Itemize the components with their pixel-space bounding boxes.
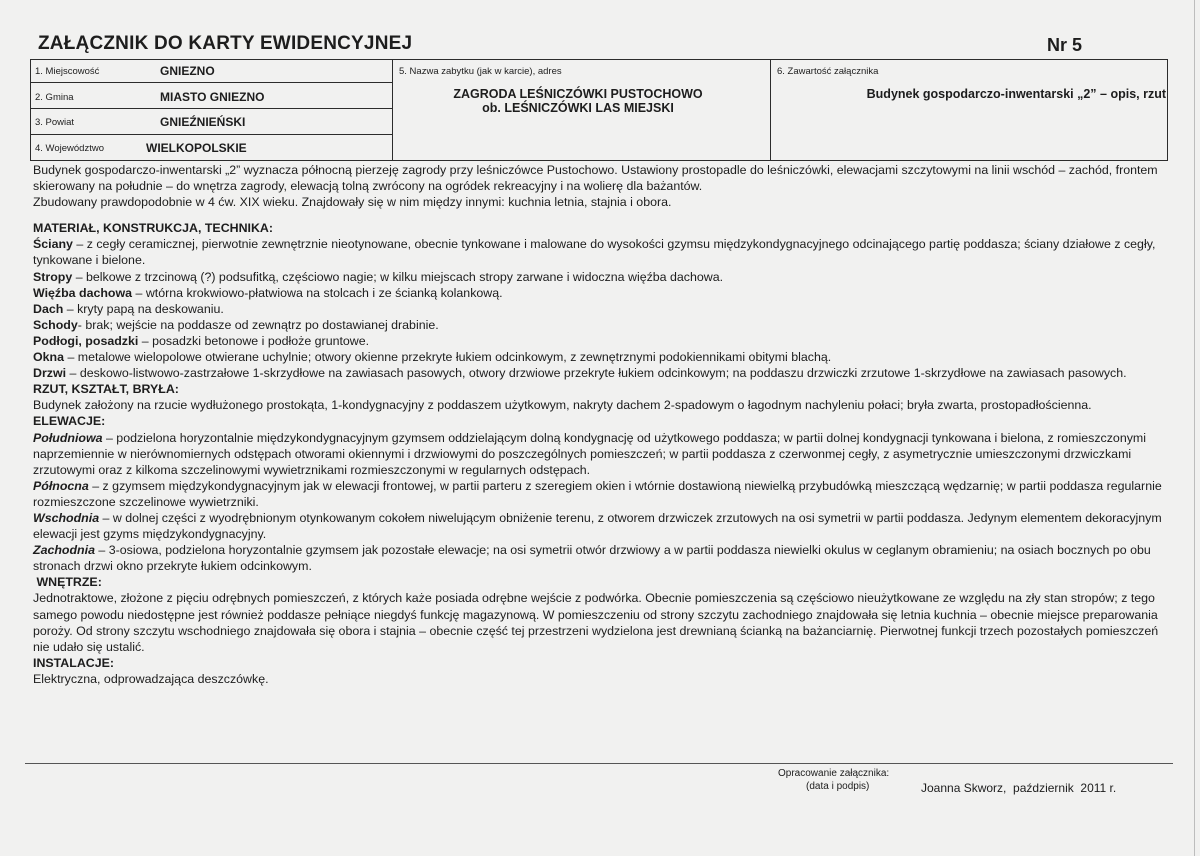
term-text: – belkowe z trzcinową (?) podsufitką, częściowo nagie; w kilku miejscach stropy zarwane i widoczna więźba dachowa. (72, 269, 724, 284)
gmina-value: MIASTO GNIEZNO (160, 90, 265, 104)
term: Północna (33, 478, 89, 493)
table-divider (31, 108, 392, 109)
term-text: – kryty papą na deskowaniu. (63, 301, 224, 316)
wojewodztwo-label: 4. Województwo (35, 143, 104, 154)
wnetrze-paragraph: Jednotraktowe, złożone z pięciu odrębnych pomieszczeń, z których każe posiada odrębne wejście z podwórka. Obecnie pomieszczenia są częściowo nieużytkowane ze względu na zły stan stropów; z tego samego powodu niedostępne jest również poddasze pełniące niegdyś funkcję magazynową. W pomieszczeniu od strony szczytu zachodniego znajdowała się letnia kuchnia – obecnie miejsce preparowania poroży. Od strony szczytu wschodniego znajdowała się obora i stajnia – obecnie część tej przestrzeni wydzielona jest drewnianą ścianką na bażanciarnię. Pierwotnej funkcji trzech pozostałych pomieszczeń nie udało się ustalić. (33, 591, 1159, 654)
material-item (33, 236, 1163, 268)
zabytek-line-2: ob. LEŚNICZÓWKI LAS MIEJSKI (482, 101, 674, 115)
term: Wschodnia (33, 510, 100, 525)
term-text: – podzielona horyzontalnie międzykondygnacyjnym gzymsem oddzielającym dolną kondygnację od użytkowego poddasza; w partii dolnej kondygnacji tynkowana i bielona, z romieszczonymi naprzemiennie w nierównomiernych odstępach otworami okiennymi i drzwiowymi do poszczególnych pomieszczeń; w partii poddasza z czerwonmej cegły, z asymetrycznie umieszczonymi drzwiczkami zrzutowymi oraz z kilkoma szczelinowymi wywietrznikami rozmieszczonymi w regularnych odstępach. (33, 430, 1146, 477)
term-text: – z gzymsem międzykondygnacyjnym jak w elewacji frontowej, w partii parteru z szeregiem okien i wtórnie dostawioną niewielką przybudówką mieszczącą wędzarnię; w partii poddasza regularnie rozmieszczone szczelinowe wywietrzniki. (33, 478, 1162, 509)
term: Więźba dachowa (33, 285, 133, 300)
section-heading: ELEWACJE: (33, 414, 106, 429)
miejscowosc-label: 1. Miejscowość (35, 66, 100, 77)
description-body (33, 162, 1163, 687)
table-divider (31, 82, 392, 83)
zawartosc-label: 6. Zawartość załącznika (777, 66, 879, 77)
elevation-item (33, 542, 1163, 574)
scan-edge (1194, 0, 1195, 856)
term-text: – metalowe wielopolowe otwierane uchylnie; otwory okienne przekryte łukiem odcinkowym, z zewnętrznymi podokiennikami obitymi blachą. (64, 350, 832, 365)
material-item (33, 349, 1163, 365)
gmina-label: 2. Gmina (35, 92, 74, 103)
material-item (33, 301, 1163, 317)
term: Stropy (33, 269, 73, 284)
section-heading: INSTALACJE: (33, 655, 114, 670)
term-text: – deskowo-listwowo-zastrzałowe 1-skrzydłowe na zawiasach pasowych, otwory drzwiowe przekryte łukiem odcinkowym; na poddaszu drzwiczki zrzutowe 1-skrzydłowe na zawiasach pasowych. (66, 366, 1127, 381)
document-title: ZAŁĄCZNIK DO KARTY EWIDENCYJNEJ (38, 33, 413, 54)
form-header-table (30, 59, 1168, 161)
term-text: – w dolnej części z wyodrębnionym otynkowanym cokołem niwelującym obniżenie terenu, z otworem drzwiczek zrzutowych na osi symetrii w partii poddasza. Jedynym elementem dekoracyjnym elewacji jest gzyms międzykondygnacyjny. (33, 510, 1162, 542)
material-item (33, 317, 1163, 333)
material-item (33, 269, 1163, 285)
instalacje-paragraph: Elektryczna, odprowadzająca deszczówkę. (33, 671, 269, 686)
elevation-item (33, 478, 1163, 510)
term-text: – posadzki betonowe i podłoże gruntowe. (138, 333, 370, 348)
intro-paragraph: Zbudowany prawdopodobnie w 4 ćw. XIX wieku. Znajdowały się w nim między innymi: kuchnia letnia, stajnia i obora. (33, 195, 672, 210)
table-divider (31, 134, 392, 135)
powiat-label: 3. Powiat (35, 117, 75, 128)
term: Schody (33, 317, 78, 332)
zawartosc-value: Budynek gospodarczo-inwentarski „2” – opis, rzut (866, 87, 1166, 101)
term: Ściany (33, 237, 73, 252)
zabytek-label: 5. Nazwa zabytku (jak w karcie), adres (399, 66, 562, 77)
term: Zachodnia (33, 543, 95, 558)
table-divider (770, 60, 771, 160)
elevation-item (33, 430, 1163, 478)
term-text: – wtórna krokwiowo-płatwiowa na stolcach i ze ścianką kolankową. (132, 285, 503, 300)
powiat-value: GNIEŹNIEŃSKI (160, 115, 246, 129)
material-item (33, 333, 1163, 349)
term: Dach (33, 301, 64, 316)
miejscowosc-value: GNIEZNO (160, 64, 215, 78)
material-item (33, 285, 1163, 301)
zabytek-name (393, 87, 763, 115)
wojewodztwo-value: WIELKOPOLSKIE (146, 141, 247, 155)
term: Podłogi, posadzki (33, 333, 139, 348)
intro-paragraph: Budynek gospodarczo-inwentarski „2” wyznacza północną pierzeję zagrody przy leśniczówce Pustochowo. Ustawiony prostopadle do leśniczówki, elewacjami szczytowymi na linii wschód – zachód, frontem skierowany na południe – do wnętrza zagrody, elewacją tolną zwrócony na ogródek rekreacyjny i na wolierę dla bażantów. (33, 163, 1158, 194)
date-sign-label: (data i podpis) (806, 781, 870, 792)
zabytek-line-1: ZAGRODA LEŚNICZÓWKI PUSTOCHOWO (453, 87, 703, 101)
term-text: – z cegły ceramicznej, pierwotnie zewnętrznie nieotynowane, obecnie tynkowane i malowane do wysokości gzymsu międzykondygnacyjnego odcinającego partię poddasza; ściany działowe z cegły, tynkowane i bielone. (33, 237, 1156, 268)
section-heading: RZUT, KSZTAŁT, BRYŁA: (33, 382, 179, 397)
section-heading: WNĘTRZE: (33, 575, 102, 590)
material-item (33, 365, 1163, 381)
section-heading: MATERIAŁ, KONSTRUKCJA, TECHNIKA: (33, 221, 274, 236)
footer-divider (25, 763, 1173, 764)
rzut-paragraph: Budynek założony na rzucie wydłużonego prostokąta, 1-kondygnacyjny z poddaszem użytkowym, nakryty dachem 2-spadowym o łagodnym nachyleniu połaci; bryła zwarta, prostopadłościenna. (33, 398, 1092, 413)
author-signature: Joanna Skworz, październik 2011 r. (921, 781, 1117, 795)
prepared-label: Opracowanie załącznika: (778, 768, 890, 779)
attachment-number: Nr 5 (1047, 35, 1083, 55)
term: Drzwi (33, 366, 67, 381)
term: Okna (33, 350, 64, 365)
term-text: – 3-osiowa, podzielona horyzontalnie gzymsem jak pozostałe elewacje; na osi symetrii otwór drzwiowy a w partii poddasza niewielki okulus w ceglanym obramieniu; na osiach bocznych po obu stronach drzwi okno przekryte łukiem odcinkowym. (33, 543, 1151, 574)
term: Południowa (33, 430, 103, 445)
term-text: - brak; wejście na poddasze od zewnątrz po dostawianej drabinie. (77, 317, 439, 332)
elevation-item (33, 510, 1163, 542)
